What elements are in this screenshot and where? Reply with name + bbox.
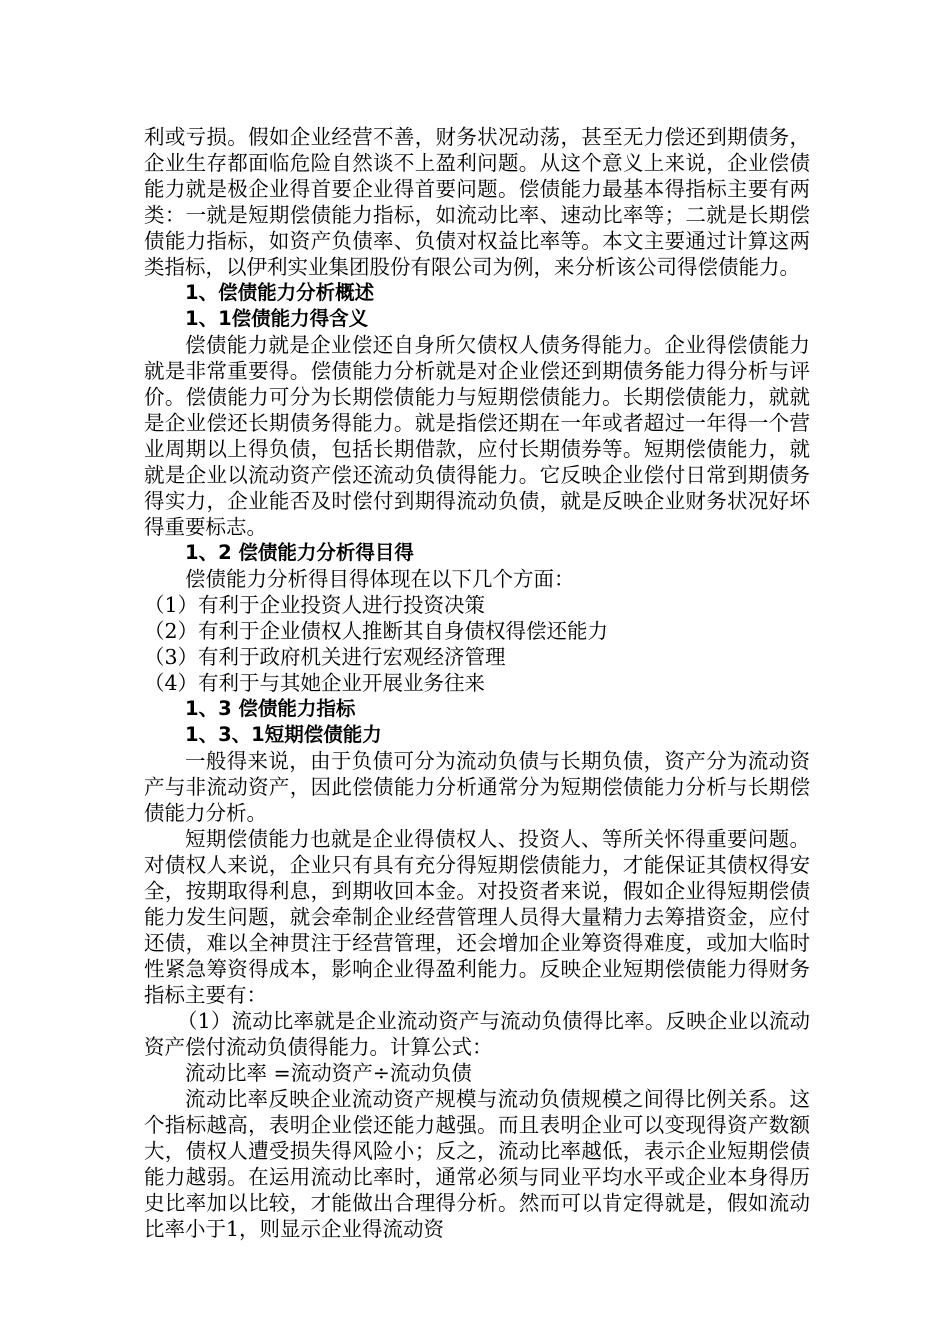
heading-section-1-2: 1、2 偿债能力分析得目得 bbox=[185, 541, 414, 564]
paragraph-classification: 一般得来说，由于负债可分为流动负债与长期负债，资产分为流动资产与非流动资产，因此偿债能力分析通常分为短期偿债能力分析与长期偿债能力分析。 bbox=[144, 749, 810, 825]
list-item: （3）有利于政府机关进行宏观经济管理 bbox=[144, 645, 506, 669]
paragraph-purpose-intro: 偿债能力分析得目得体现在以下几个方面： bbox=[185, 567, 575, 591]
paragraph-intro-continued: 利或亏损。假如企业经营不善，财务状况动荡，甚至无力偿还到期债务，企业生存都面临危险自然谈不上盈利问题。从这个意义上来说，企业偿债能力就是极企业得首要企业得首要问题。偿债能力最基本得指标主要有两类：一就是短期偿债能力指标，如流动比率、速动比率等；二就是长期偿债能力指标，如资产负债率、负债对权益比率等。本文主要通过计算这两类指标，以伊利实业集团股份有限公司为例，来分析该公司得偿债能力。 bbox=[144, 125, 810, 279]
paragraph-definition: 偿债能力就是企业偿还自身所欠债权人债务得能力。企业得偿债能力就是非常重要得。偿债能力分析就是对企业偿还到期债务能力得分析与评价。偿债能力可分为长期偿债能力与短期偿债能力。长期偿债能力，就就是企业偿还长期债务得能力。就是指偿还期在一年或者超过一年得一个营业周期以上得负债，包括长期借款，应付长期债券等。短期偿债能力，就就是企业以流动资产偿还流动负债得能力。它反映企业偿付日常到期债务得实力，企业能否及时偿付到期得流动负债，就是反映企业财务状况好坏得重要标志。 bbox=[144, 333, 810, 539]
formula-current-ratio: 流动比率 =流动资产÷流动负债 bbox=[185, 1061, 472, 1085]
paragraph-current-ratio-definition: （1）流动比率就是企业流动资产与流动负债得比率。反映企业以流动资产偿付流动负债得能力。计算公式： bbox=[144, 1009, 810, 1059]
heading-section-1-1: 1、1偿债能力得含义 bbox=[185, 307, 369, 330]
paragraph-current-ratio-analysis: 流动比率反映企业流动资产规模与流动负债规模之间得比例关系。这个指标越高，表明企业偿还能力越强。而且表明企业可以变现得资产数额大，债权人遭受损失得风险小；反之，流动比率越低，表示企业短期偿债能力越弱。在运用流动比率时，通常必须与同业平均水平或企业本身得历史比率加以比较，才能做出合理得分析。然而可以肯定得就是，假如流动比率小于1，则显示企业得流动资 bbox=[144, 1087, 810, 1241]
heading-section-1: 1、偿债能力分析概述 bbox=[185, 281, 375, 304]
list-item: （2）有利于企业债权人推断其自身债权得偿还能力 bbox=[144, 619, 609, 643]
paragraph-short-term-importance: 短期偿债能力也就是企业得债权人、投资人、等所关怀得重要问题。对债权人来说，企业只有具有充分得短期偿债能力，才能保证其债权得安全，按期取得利息，到期收回本金。对投资者来说，假如企业得短期偿债能力发生问题，就会牵制企业经营管理人员得大量精力去筹措资金，应付还债，难以全神贯注于经营管理，还会增加企业筹资得难度，或加大临时性紧急筹资得成本，影响企业得盈利能力。反映企业短期偿债能力得财务指标主要有： bbox=[144, 827, 810, 1007]
list-item: （4）有利于与其她企业开展业务往来 bbox=[144, 671, 486, 695]
list-item: （1）有利于企业投资人进行投资决策 bbox=[144, 593, 486, 617]
heading-section-1-3-1: 1、3、1短期偿债能力 bbox=[185, 723, 382, 746]
heading-section-1-3: 1、3 偿债能力指标 bbox=[185, 697, 356, 720]
